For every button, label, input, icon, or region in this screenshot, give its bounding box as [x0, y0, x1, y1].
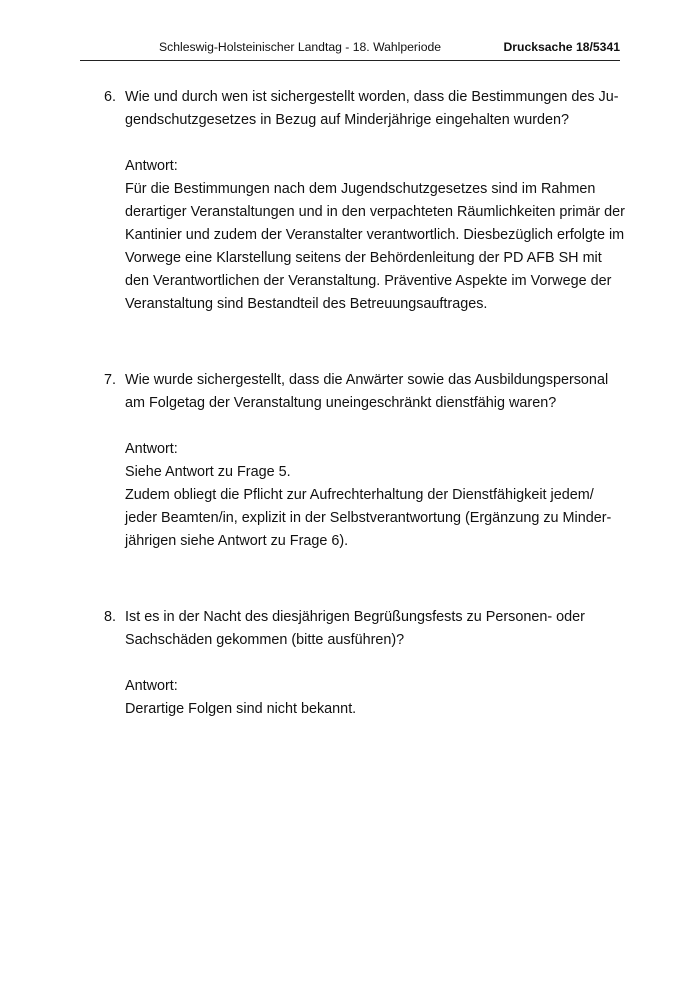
- document-number: Drucksache 18/5341: [503, 40, 620, 54]
- question-line: gendschutzgesetzes in Bezug auf Minderjährige eingehalten wurden?: [125, 112, 570, 128]
- question-6: [104, 86, 624, 132]
- header-title: Schleswig-Holsteinischer Landtag - 18. Wahlperiode: [159, 40, 442, 54]
- qa-block-6: [104, 86, 624, 316]
- answer-line: Kantinier und zudem der Veranstalter verantwortlich. Diesbezüglich erfolgte im: [125, 227, 625, 243]
- question-line: Ist es in der Nacht des diesjährigen Begrüßungsfests zu Personen- oder: [125, 609, 585, 625]
- question-number: 6.: [104, 89, 117, 105]
- answer-line: Derartige Folgen sind nicht bekannt.: [125, 701, 357, 717]
- answer-line: Vorwege eine Klarstellung seitens der Behördenleitung der PD AFB SH mit: [125, 250, 602, 266]
- answer-line: derartiger Veranstaltungen und in den verpachteten Räumlichkeiten primär der: [125, 204, 625, 220]
- answer-line: Veranstaltung sind Bestandteil des Betreuungsauftrages.: [125, 296, 488, 312]
- question-number: 7.: [104, 372, 117, 388]
- answer-line: jährigen siehe Antwort zu Frage 6).: [125, 533, 349, 549]
- answer-label: Antwort:: [125, 441, 178, 457]
- document-body: [104, 86, 624, 721]
- answer-8: [125, 675, 624, 721]
- answer-label: Antwort:: [125, 158, 178, 174]
- question-8: [104, 606, 624, 652]
- answer-label: Antwort:: [125, 678, 178, 694]
- qa-block-8: [104, 606, 624, 721]
- answer-line: Zudem obliegt die Pflicht zur Aufrechterhaltung der Dienstfähigkeit jedem/: [125, 487, 594, 503]
- question-line: am Folgetag der Veranstaltung uneingeschränkt dienstfähig waren?: [125, 395, 557, 411]
- qa-block-7: [104, 369, 624, 553]
- answer-line: jeder Beamten/in, explizit in der Selbstverantwortung (Ergänzung zu Minder-: [125, 510, 612, 526]
- answer-line: den Verantwortlichen der Veranstaltung. Präventive Aspekte im Vorwege der: [125, 273, 612, 289]
- question-line: Sachschäden gekommen (bitte ausführen)?: [125, 632, 405, 648]
- question-number: 8.: [104, 609, 117, 625]
- question-line: Wie wurde sichergestellt, dass die Anwärter sowie das Ausbildungspersonal: [125, 372, 609, 388]
- page-header: [80, 38, 620, 60]
- answer-line: Für die Bestimmungen nach dem Jugendschutzgesetzes sind im Rahmen: [125, 181, 596, 197]
- answer-6: [125, 155, 624, 316]
- answer-line: Siehe Antwort zu Frage 5.: [125, 464, 291, 480]
- question-line: Wie und durch wen ist sichergestellt worden, dass die Bestimmungen des Ju-: [125, 89, 619, 105]
- header-divider: [80, 60, 620, 61]
- answer-7: [125, 438, 624, 553]
- question-7: [104, 369, 624, 415]
